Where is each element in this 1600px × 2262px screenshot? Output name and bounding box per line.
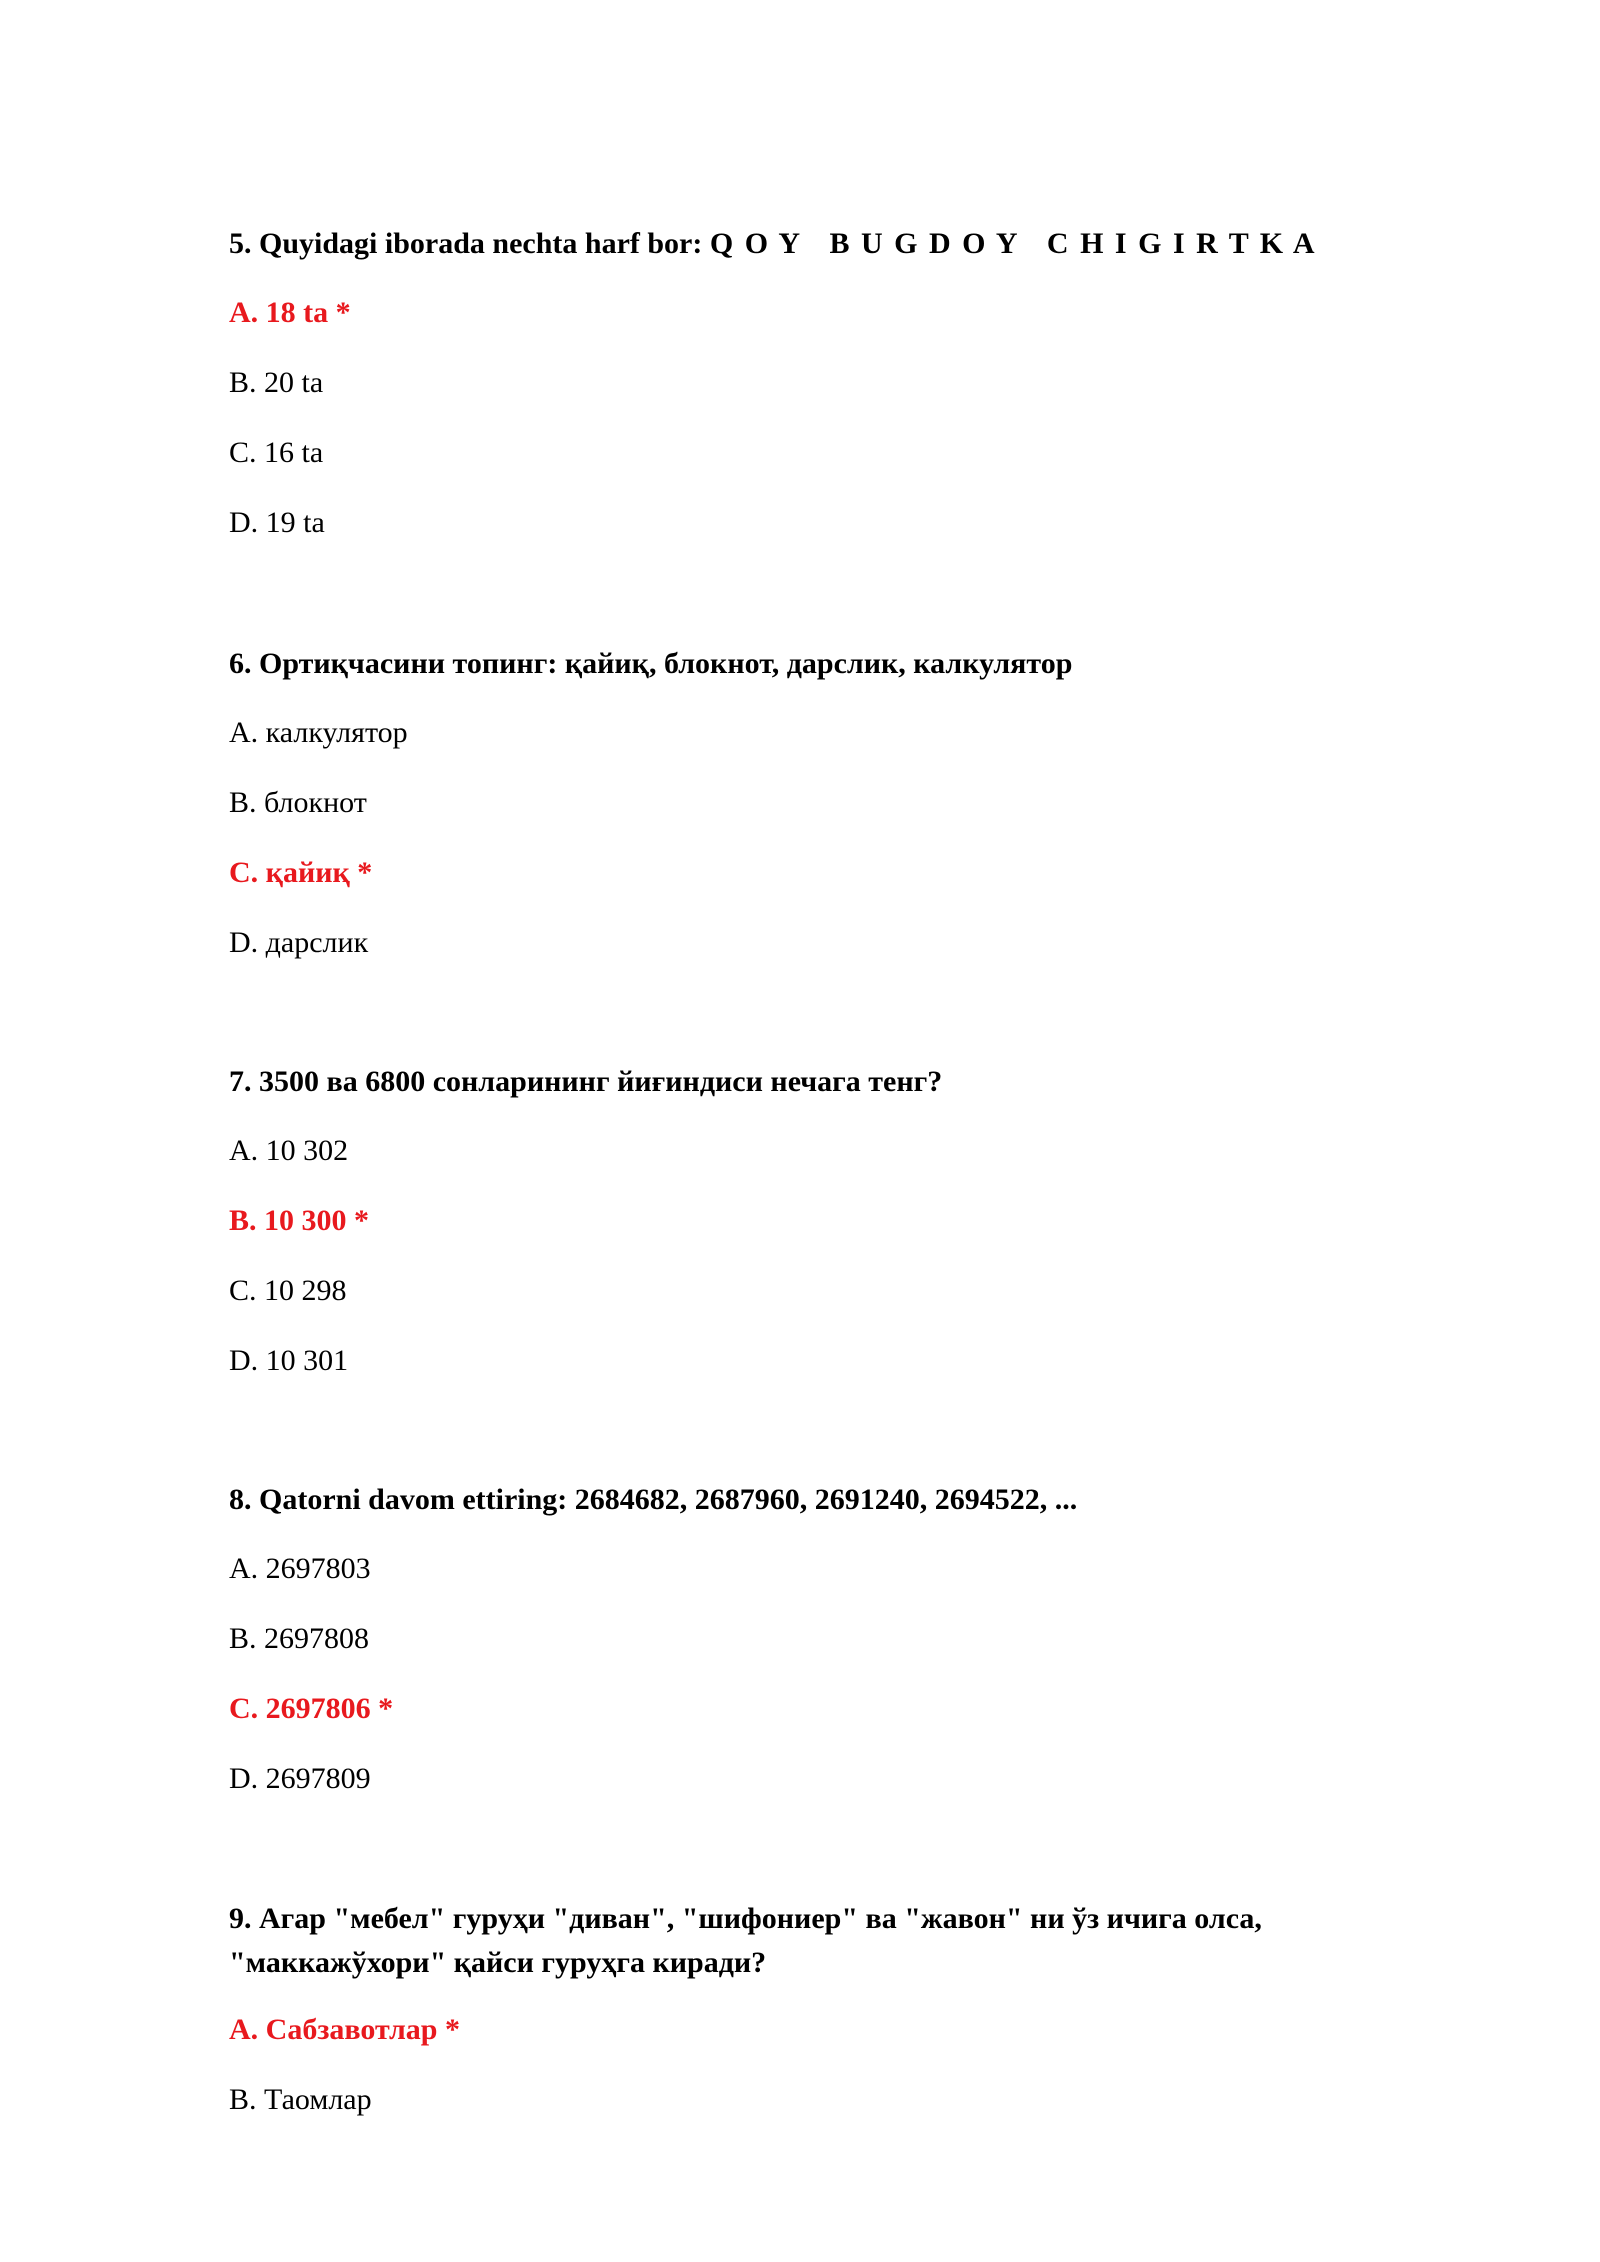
question-text: 7. 3500 ва 6800 сонларининг йиғиндиси нечага тенг? bbox=[229, 1065, 943, 1098]
question-9 bbox=[229, 1897, 1409, 2116]
option-a: A. 2697803 bbox=[229, 1552, 371, 1585]
question-7 bbox=[229, 1060, 1409, 1377]
question-text: 8. Qatorni davom ettiring: 2684682, 2687960, 2691240, 2694522, ... bbox=[229, 1483, 1078, 1516]
option-c: C. 2697806 * bbox=[229, 1692, 394, 1725]
option-d: D. 2697809 bbox=[229, 1762, 371, 1795]
option-a: A. калкулятор bbox=[229, 716, 408, 749]
option-a: A. 18 ta * bbox=[229, 296, 351, 329]
option-b: B. Таомлар bbox=[229, 2083, 372, 2116]
option-b: B. 2697808 bbox=[229, 1622, 370, 1655]
option-c: C. 16 ta bbox=[229, 436, 324, 469]
option-d: D. дарслик bbox=[229, 926, 369, 959]
option-c: C. 10 298 bbox=[229, 1274, 347, 1307]
option-a: A. 10 302 bbox=[229, 1134, 349, 1167]
option-b: B. блокнот bbox=[229, 786, 367, 819]
option-d: D. 10 301 bbox=[229, 1344, 349, 1377]
question-5 bbox=[229, 222, 1409, 539]
option-d: D. 19 ta bbox=[229, 506, 325, 539]
option-c: C. қайиқ * bbox=[229, 856, 373, 889]
question-text: 9. Агар "мебел" гуруҳи "диван", "шифониер" ва "жавон" ни ўз ичига олса, "маккажўхори" қайси гуруҳга киради? bbox=[229, 1902, 1270, 1979]
question-text: 6. Ортиқчасини топинг: қайиқ, блокнот, дарслик, калкулятор bbox=[229, 647, 1073, 680]
question-8 bbox=[229, 1478, 1409, 1795]
option-a: A. Сабзавотлар * bbox=[229, 2013, 460, 2046]
question-6 bbox=[229, 642, 1409, 959]
option-b: B. 20 ta bbox=[229, 366, 324, 399]
question-text: 5. Quyidagi iborada nechta harf bor: Q O Y B U G D O Y C H I G I R T K A bbox=[229, 227, 1317, 260]
option-b: B. 10 300 * bbox=[229, 1204, 370, 1237]
